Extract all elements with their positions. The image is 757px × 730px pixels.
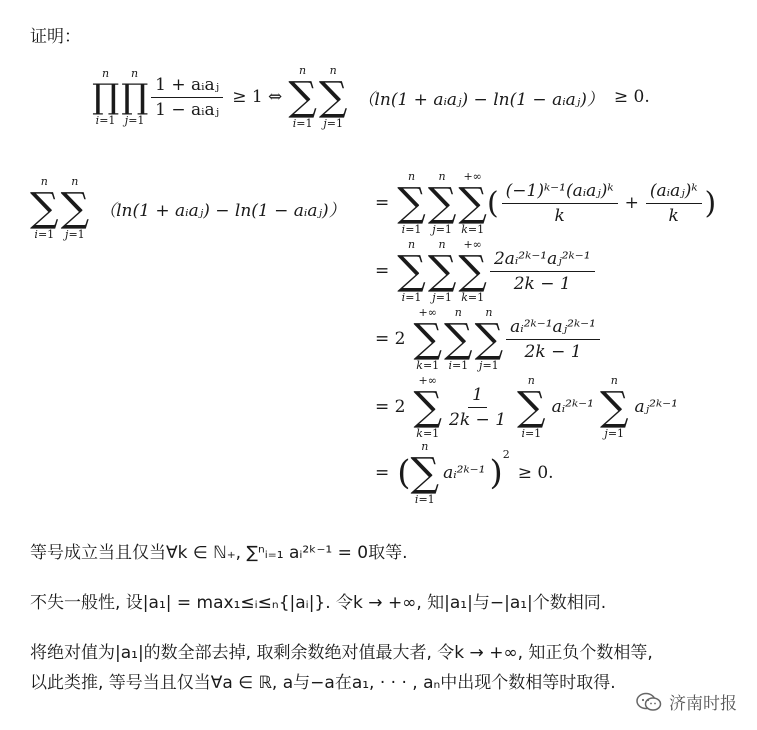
product-j: n ∏ j=1	[121, 67, 149, 127]
proof-label: 证明：	[30, 27, 81, 47]
derivation-lhs	[30, 175, 346, 241]
line3-num: aᵢ²ᵏ⁻¹aⱼ²ᵏ⁻¹	[506, 317, 600, 340]
line4-term-j: aⱼ²ᵏ⁻¹	[634, 397, 678, 417]
line4-term-i: aᵢ²ᵏ⁻¹	[551, 397, 594, 417]
lhs-sum-j: n ∑ j=1	[60, 175, 90, 241]
eq1-geq: ≥ 1 ⇔	[232, 87, 283, 107]
derivation-line-1: = n ∑ i=1 n ∑ j=1 +∞ ∑ k=1 ( $\frac{\text{(−1)ᵏ⁻¹(aᵢaⱼ)ᵏ}}{k}$ + $\frac{\text{(aᵢaⱼ)ᵏ}}{k}$ )	[375, 170, 717, 236]
line5-tail: ≥ 0.	[517, 463, 554, 483]
line1-frac2-den: k	[668, 205, 679, 226]
line4-num: 1	[468, 385, 487, 408]
line1-frac1-den: k	[554, 205, 565, 226]
derivation-line-5: = ( n ∑ i=1 aᵢ²ᵏ⁻¹ ) $^2$ ≥ 0.	[375, 440, 554, 506]
eq1-numerator: 1 + aᵢaⱼ	[151, 75, 223, 98]
line2-num: 2aᵢ²ᵏ⁻¹aⱼ²ᵏ⁻¹	[490, 249, 595, 272]
line5-term: aᵢ²ᵏ⁻¹	[443, 463, 486, 483]
line3-den: 2k − 1	[524, 341, 582, 362]
line1-frac2-num: (aᵢaⱼ)ᵏ	[646, 181, 702, 204]
watermark-text: 济南时报	[669, 694, 737, 714]
paragraph-equality-condition: 等号成立当且仅当∀k ∈ ℕ₊, ∑ⁿᵢ₌₁ aᵢ²ᵏ⁻¹ = 0取等.	[30, 543, 408, 563]
line2-den: 2k − 1	[513, 273, 571, 294]
paragraph-induction-line1: 将绝对值为|a₁|的数全部去掉, 取剩余数绝对值最大者, 令k → +∞, 知正负个数相等,	[30, 643, 653, 663]
line1-frac1-num: (−1)ᵏ⁻¹(aᵢaⱼ)ᵏ	[502, 181, 618, 204]
derivation-line-4: = 2 +∞ ∑ k=1 $\frac{1}{2k - 1}$ n ∑ i=1 aᵢ²ᵏ⁻¹ n ∑ j=1 aⱼ²ᵏ⁻¹	[375, 374, 678, 440]
equation-1	[92, 64, 650, 130]
paragraph-induction-line2: 以此类推, 等号当且仅当∀a ∈ ℝ, a与−a在a₁, · · · , aₙ中出现个数相等时取得.	[30, 673, 616, 693]
paragraph-generality: 不失一般性, 设|a₁| = max₁≤ᵢ≤ₙ{|aᵢ|}. 令k → +∞, 知|a₁|与−|a₁|个数相同.	[30, 593, 607, 613]
eq1-fraction	[151, 75, 223, 120]
derivation-line-2: = n ∑ i=1 n ∑ j=1 +∞ ∑ k=1 $\frac{\text{2aᵢ²ᵏ⁻¹aⱼ²ᵏ⁻¹}}{2k - 1}$	[375, 238, 598, 304]
lhs-sum-i: n ∑ i=1	[30, 175, 59, 241]
sum-j: n ∑ j=1	[318, 64, 348, 130]
eq1-log-expression: （ln(1 + aᵢaⱼ) − ln(1 − aᵢaⱼ)）	[357, 89, 604, 110]
lhs-log-expression: （ln(1 + aᵢaⱼ) − ln(1 − aᵢaⱼ)）	[99, 200, 346, 221]
product-i: n ∏ i=1	[92, 67, 120, 127]
eq1-denominator: 1 − aᵢaⱼ	[155, 99, 220, 120]
sum-i: n ∑ i=1	[288, 64, 317, 130]
eq1-tail: ≥ 0.	[613, 87, 650, 107]
derivation-line-3: = 2 +∞ ∑ k=1 n ∑ i=1 n ∑ j=1 $\frac{\text{aᵢ²ᵏ⁻¹aⱼ²ᵏ⁻¹}}{2k - 1}$	[375, 306, 603, 372]
watermark	[635, 689, 737, 714]
wechat-logo-icon	[635, 691, 663, 713]
line4-den: 2k − 1	[449, 409, 507, 430]
